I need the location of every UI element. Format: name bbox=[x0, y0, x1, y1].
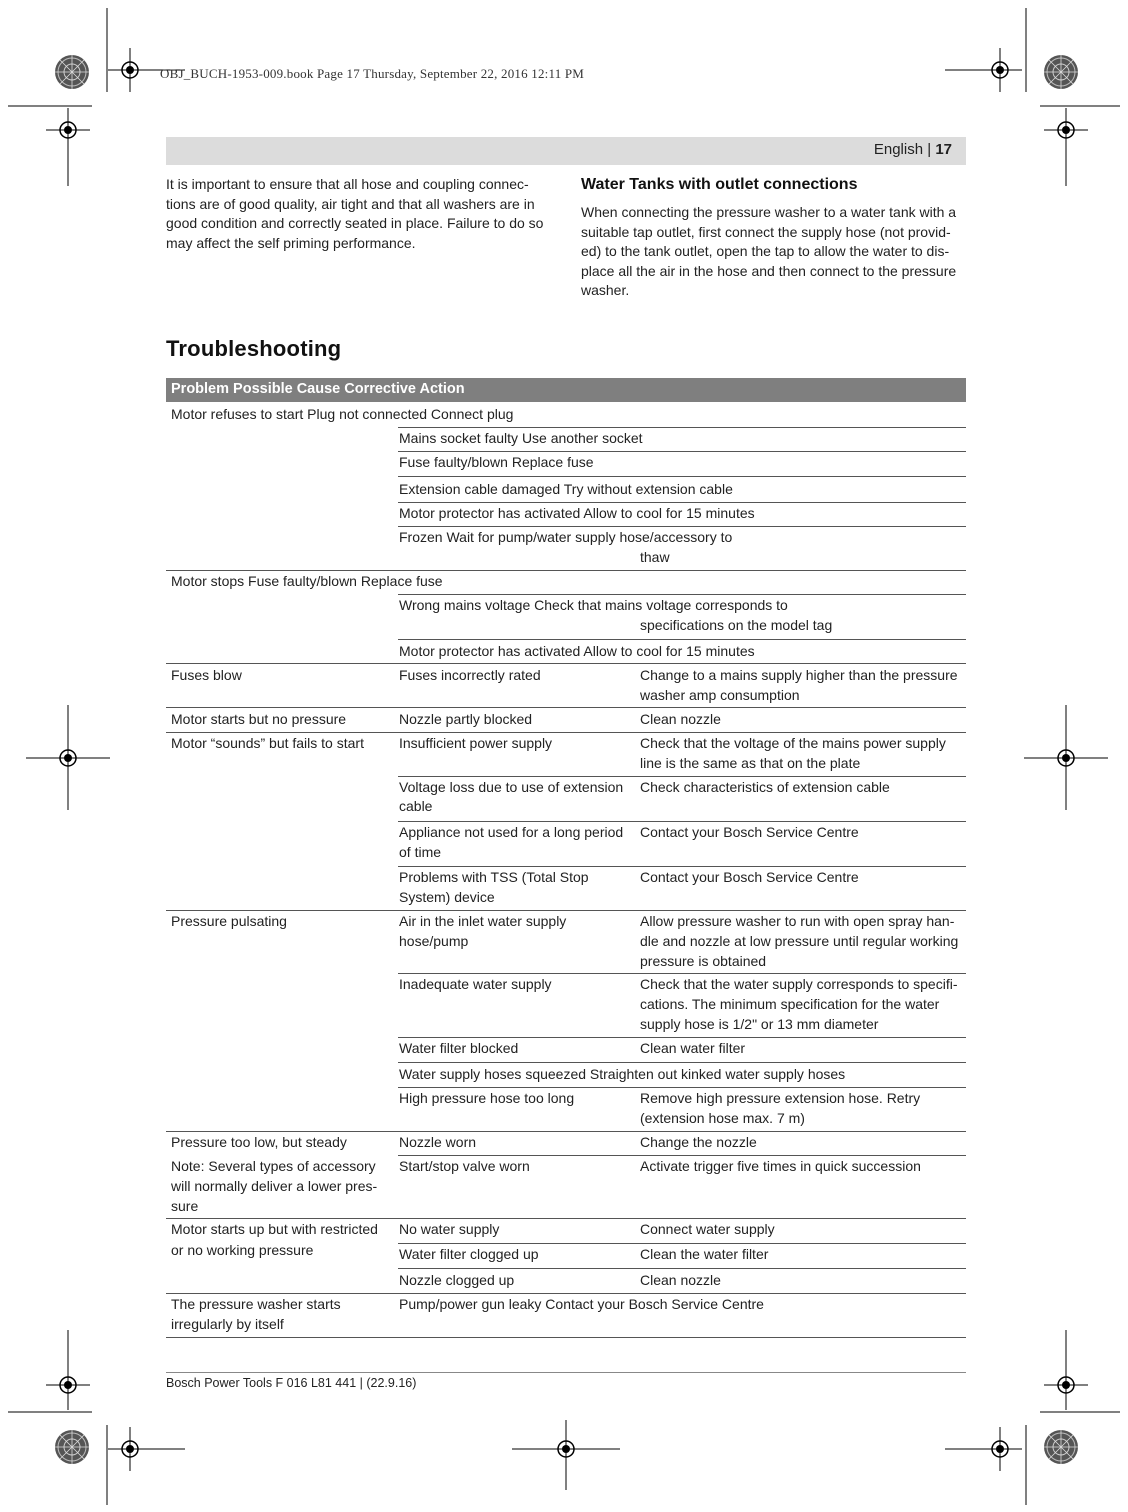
table-cell: Appliance not used for a long period bbox=[399, 824, 624, 840]
table-cell: supply hose is 1/2" or 13 mm diameter bbox=[640, 1016, 879, 1032]
table-rule bbox=[166, 910, 966, 911]
table-cell: Change the nozzle bbox=[640, 1134, 757, 1150]
water-tanks-heading: Water Tanks with outlet connections bbox=[581, 176, 858, 193]
table-cell: Mains socket faulty Use another socket bbox=[399, 430, 643, 446]
table-rule bbox=[398, 526, 966, 527]
table-rule bbox=[166, 1131, 966, 1132]
table-cell: Air in the inlet water supply bbox=[399, 913, 567, 929]
table-cell: No water supply bbox=[399, 1221, 500, 1237]
table-rule bbox=[398, 821, 966, 822]
table-cell: Inadequate water supply bbox=[399, 976, 552, 992]
table-cell: Water supply hoses squeezed Straighten out kinked water supply hoses bbox=[399, 1066, 846, 1082]
table-cell: will normally deliver a lower pres- bbox=[171, 1178, 378, 1194]
table-cell: Extension cable damaged Try without extension cable bbox=[399, 481, 733, 497]
table-cell: Wrong mains voltage Check that mains voltage corresponds to bbox=[399, 597, 788, 613]
table-cell: Remove high pressure extension hose. Retry bbox=[640, 1090, 921, 1106]
running-header bbox=[166, 137, 966, 165]
table-cell: Check that the voltage of the mains power supply bbox=[640, 735, 946, 751]
table-cell: Activate trigger five times in quick succession bbox=[640, 1158, 921, 1174]
header-separator: | bbox=[927, 141, 932, 158]
table-cell: Connect water supply bbox=[640, 1221, 775, 1237]
table-cell: line is the same as that on the plate bbox=[640, 755, 861, 771]
table-rule bbox=[166, 707, 966, 708]
table-rule bbox=[398, 1062, 966, 1063]
table-cell: Motor starts up but with restricted bbox=[171, 1221, 378, 1237]
table-cell: Check that the water supply corresponds to specifi- bbox=[640, 976, 958, 992]
print-slug: OBJ_BUCH-1953-009.book Page 17 Thursday, September 22, 2016 12:11 PM bbox=[160, 66, 585, 81]
table-cell: Water filter blocked bbox=[399, 1040, 519, 1056]
table-cell: Change to a mains supply higher than the pressure bbox=[640, 667, 958, 683]
table-cell: dle and nozzle at low pressure until regular working bbox=[640, 933, 959, 949]
table-cell: Nozzle clogged up bbox=[399, 1272, 515, 1288]
paragraph-line: good condition and correctly seated in place. Failure to do so bbox=[166, 215, 544, 232]
table-rule bbox=[398, 1037, 966, 1038]
table-cell: hose/pump bbox=[399, 933, 469, 949]
table-rule bbox=[166, 1218, 966, 1219]
table-cell: specifications on the model tag bbox=[640, 617, 833, 633]
table-cell: Fuses incorrectly rated bbox=[399, 667, 541, 683]
table-cell: Motor protector has activated Allow to cool for 15 minutes bbox=[399, 643, 755, 659]
table-cell: Fuse faulty/blown Replace fuse bbox=[399, 454, 594, 470]
table-rule bbox=[398, 594, 966, 595]
table-rule bbox=[398, 1087, 966, 1088]
table-cell: Contact your Bosch Service Centre bbox=[640, 869, 859, 885]
table-rule bbox=[398, 1243, 966, 1244]
table-cell: Motor “sounds” but fails to start bbox=[171, 735, 364, 751]
table-cell: pressure is obtained bbox=[640, 953, 767, 969]
table-cell: or no working pressure bbox=[171, 1242, 314, 1258]
table-cell: of time bbox=[399, 844, 442, 860]
table-cell: Nozzle worn bbox=[399, 1134, 477, 1150]
table-rule bbox=[398, 776, 966, 777]
paragraph-line: may affect the self priming performance. bbox=[166, 234, 416, 251]
table-cell: Check characteristics of extension cable bbox=[640, 779, 890, 795]
table-cell: Clean nozzle bbox=[640, 1272, 721, 1288]
table-cell: Pressure pulsating bbox=[171, 913, 287, 929]
table-cell: Contact your Bosch Service Centre bbox=[640, 824, 859, 840]
table-rule bbox=[398, 476, 966, 477]
table-cell: Insufficient power supply bbox=[399, 735, 553, 751]
page-footer: Bosch Power Tools F 016 L81 441 | (22.9.16) bbox=[166, 1376, 417, 1390]
table-cell: Water filter clogged up bbox=[399, 1246, 539, 1262]
table-rule bbox=[398, 502, 966, 503]
table-cell: Allow pressure washer to run with open spray han- bbox=[640, 913, 955, 929]
table-cell: sure bbox=[171, 1198, 199, 1214]
table-cell: Start/stop valve worn bbox=[399, 1158, 530, 1174]
paragraph-line: ed) to the tank outlet, open the tap to allow the water to dis- bbox=[581, 243, 950, 260]
table-cell: Clean the water filter bbox=[640, 1246, 769, 1262]
paragraph-line: tions are of good quality, air tight and that all washers are in bbox=[166, 195, 535, 212]
table-cell: Motor starts but no pressure bbox=[171, 711, 347, 727]
table-cell: Clean nozzle bbox=[640, 711, 721, 727]
table-cell: Voltage loss due to use of extension bbox=[399, 779, 624, 795]
table-cell: Motor stops Fuse faulty/blown Replace fuse bbox=[171, 573, 443, 589]
table-cell: cable bbox=[399, 798, 433, 814]
table-cell: High pressure hose too long bbox=[399, 1090, 575, 1106]
table-rule bbox=[166, 663, 966, 664]
paragraph-line: washer. bbox=[581, 282, 630, 299]
table-cell: Problems with TSS (Total Stop bbox=[399, 869, 589, 885]
table-rule bbox=[166, 1293, 966, 1294]
paragraph-line: When connecting the pressure washer to a water tank with a bbox=[581, 204, 957, 220]
water-tanks-paragraph bbox=[581, 203, 971, 301]
paragraph-line: It is important to ensure that all hose and coupling connec- bbox=[166, 176, 529, 192]
table-cell: Frozen Wait for pump/water supply hose/accessory to bbox=[399, 529, 733, 545]
table-cell: Clean water filter bbox=[640, 1040, 746, 1056]
table-cell: Pressure too low, but steady bbox=[171, 1134, 347, 1150]
table-cell: Fuses blow bbox=[171, 667, 242, 683]
footer-rule bbox=[166, 1372, 966, 1373]
table-cell: Nozzle partly blocked bbox=[399, 711, 533, 727]
table-rule bbox=[398, 451, 966, 452]
paragraph-line: place all the air in the hose and then connect to the pressure bbox=[581, 262, 957, 279]
table-rule bbox=[166, 732, 966, 733]
table-rule bbox=[398, 639, 966, 640]
table-cell: System) device bbox=[399, 889, 495, 905]
table-cell: (extension hose max. 7 m) bbox=[640, 1110, 805, 1126]
table-rule bbox=[166, 1337, 966, 1338]
table-cell: thaw bbox=[640, 549, 670, 565]
table-rule bbox=[166, 570, 966, 571]
header-language: English bbox=[873, 141, 924, 158]
paragraph-line: suitable tap outlet, first connect the supply hose (not provid- bbox=[581, 223, 951, 240]
hose-coupling-paragraph bbox=[166, 175, 556, 253]
table-header-label: Problem Possible Cause Corrective Action bbox=[171, 381, 465, 397]
table-cell: Motor refuses to start Plug not connected Connect plug bbox=[171, 406, 514, 422]
table-cell: irregularly by itself bbox=[171, 1316, 284, 1332]
table-cell: Motor protector has activated Allow to cool for 15 minutes bbox=[399, 505, 755, 521]
troubleshooting-heading: Troubleshooting bbox=[166, 336, 342, 361]
table-cell: The pressure washer starts bbox=[171, 1296, 341, 1312]
table-rule bbox=[398, 1268, 966, 1269]
table-cell: Pump/power gun leaky Contact your Bosch Service Centre bbox=[399, 1296, 764, 1312]
table-rule bbox=[398, 1155, 966, 1156]
table-cell: cations. The minimum specification for the water bbox=[640, 996, 940, 1012]
table-header bbox=[166, 378, 966, 402]
page-number: 17 bbox=[935, 141, 952, 158]
table-rule bbox=[398, 427, 966, 428]
table-cell: washer amp consumption bbox=[640, 687, 800, 703]
table-rule bbox=[398, 973, 966, 974]
table-cell: Note: Several types of accessory bbox=[171, 1158, 376, 1174]
table-rule bbox=[398, 866, 966, 867]
